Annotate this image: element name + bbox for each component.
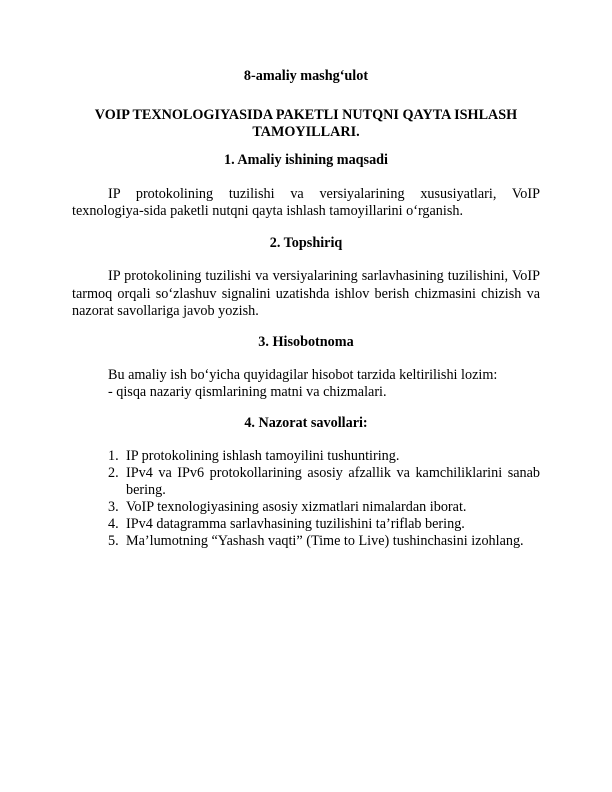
- section-text-task: IP protokolining tuzilishi va versiyalarining sarlavhasining tuzilishini, VoIP tarmoq orqali so‘zlashuv signalini uzatishda ishlov berish chizmasini chizish va nazorat savollariga javob yozish.: [72, 268, 540, 319]
- question-text: VoIP texnologiyasining asosiy xizmatlari nimalardan iborat.: [126, 499, 467, 515]
- list-item: [108, 533, 540, 550]
- question-text: IP protokolining ishlash tamoyilini tushuntiring.: [126, 448, 400, 464]
- practice-title: 8-amaliy mashg‘ulot: [243, 68, 369, 84]
- report-line-1: Bu amaliy ish bo‘yicha quyidagilar hisobot tarzida keltirilishi lozim:: [108, 367, 498, 383]
- section-text-goal: IP protokolining tuzilishi va versiyalarining xususiyatlari, VoIP texnologiya-sida paketli nutqni qayta ishlash tamoyillarini o‘rganish.: [72, 186, 540, 219]
- question-number: 3.: [108, 499, 119, 515]
- section-heading-report: 3. Hisobotnoma: [258, 334, 354, 350]
- question-number: 4.: [108, 516, 119, 532]
- questions-list: [72, 448, 540, 550]
- main-title-line-2: TAMOYILLARI.: [252, 124, 360, 140]
- list-item: [108, 499, 540, 516]
- list-item: [108, 465, 540, 499]
- question-text: IPv4 va IPv6 protokollarining asosiy afzallik va kamchiliklarini sanab bering.: [126, 465, 540, 498]
- section-heading-task: 2. Topshiriq: [269, 235, 343, 251]
- main-title-line-1: VOIP TEXNOLOGIYASIDA PAKETLI NUTQNI QAYTA ISHLASH: [94, 107, 518, 123]
- question-number: 2.: [108, 465, 119, 481]
- section-text-report: [72, 367, 540, 401]
- section-heading-goal: 1. Amaliy ishining maqsadi: [224, 152, 388, 168]
- question-text: IPv4 datagramma sarlavhasining tuzilishini ta’riflab bering.: [126, 516, 465, 532]
- question-text: Ma’lumotning “Yashash vaqti” (Time to Live) tushinchasini izohlang.: [126, 533, 524, 549]
- question-number: 1.: [108, 448, 119, 464]
- list-item: [108, 448, 540, 465]
- section-heading-questions: 4. Nazorat savollari:: [244, 415, 368, 431]
- report-line-2: - qisqa nazariy qismlarining matni va chizmalari.: [108, 384, 387, 400]
- question-number: 5.: [108, 533, 119, 549]
- main-title: [72, 107, 540, 141]
- list-item: [108, 516, 540, 533]
